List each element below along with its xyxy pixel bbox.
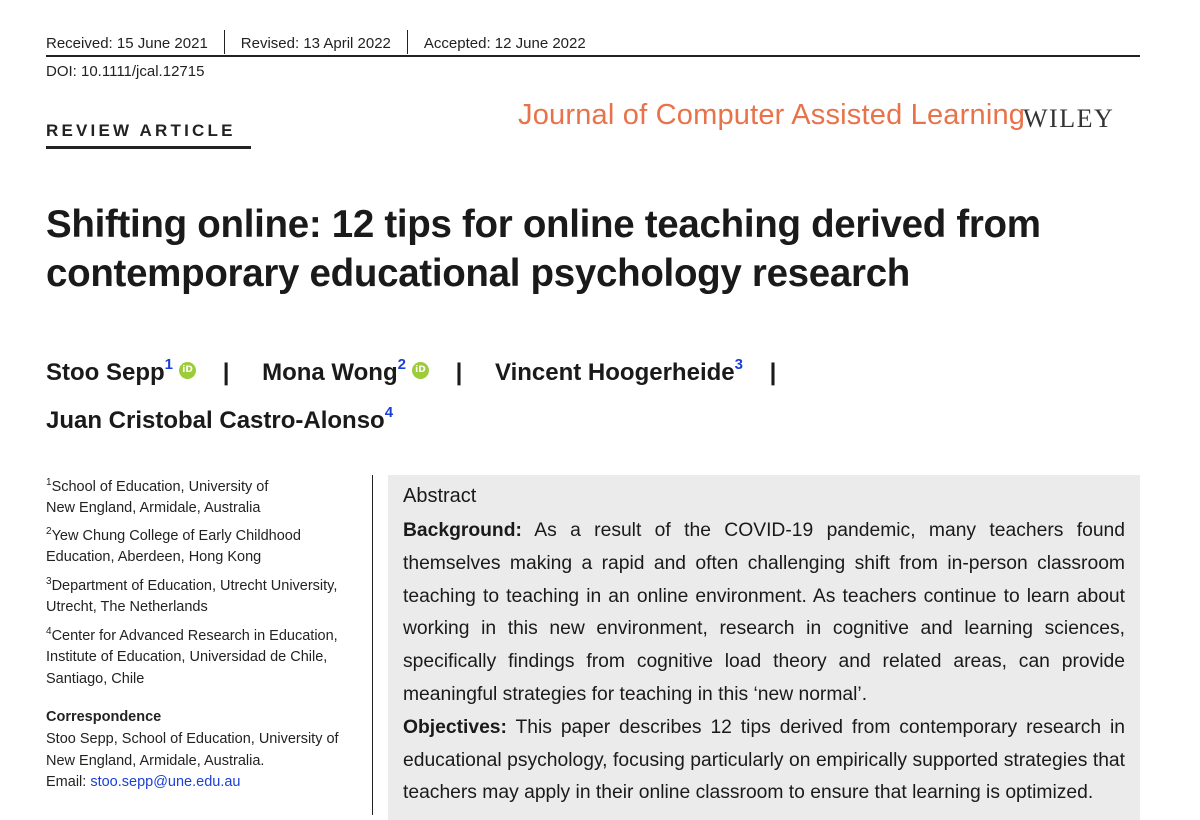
- correspondence: [46, 729, 366, 794]
- date-divider: [407, 30, 408, 54]
- affiliation-line: School of Education, University of: [51, 478, 269, 495]
- affiliation-number: 2: [46, 526, 52, 537]
- revised-date: Revised: 13 April 2022: [240, 34, 391, 52]
- author-row: [46, 346, 1146, 394]
- objectives-label: Objectives:: [403, 716, 507, 738]
- journal-name[interactable]: Journal of Computer Assisted Learning: [518, 99, 1026, 131]
- author-separator: |: [222, 359, 230, 386]
- title-line: Shifting online: 12 tips for online teaching derived from: [46, 203, 1041, 246]
- affiliation: [46, 472, 366, 520]
- orcid-icon[interactable]: iD: [412, 362, 429, 379]
- received-date: Received: 15 June 2021: [46, 34, 208, 52]
- affiliation-ref[interactable]: 1: [164, 356, 174, 373]
- affiliation-number: 1: [46, 477, 52, 488]
- article-type: REVIEW ARTICLE: [46, 121, 236, 140]
- column-divider: [372, 475, 373, 815]
- author-name[interactable]: Juan Cristobal Castro-Alonso: [46, 407, 385, 434]
- affiliation-line: New England, Armidale, Australia: [46, 500, 261, 517]
- email-label: Email:: [46, 774, 91, 790]
- background-text: As a result of the COVID-19 pandemic, many teachers found themselves making a rapid and often challenging shift from in-person classroom teaching to teaching in an online environment. As teachers continue to learn about working in this new environment, research in cognitive and learning sciences, specifically findings from cognitive load theory and related areas, can provide meaningful strategies for teaching in this ‘new normal’.: [403, 520, 1125, 705]
- title-line: contemporary educational psychology research: [46, 252, 911, 295]
- abstract-body: [403, 515, 1125, 810]
- affiliation-ref[interactable]: 3: [734, 356, 743, 373]
- doi[interactable]: DOI: 10.1111/jcal.12715: [46, 63, 205, 80]
- header-rule: [46, 55, 1140, 57]
- author-name[interactable]: Vincent Hoogerheide: [495, 359, 735, 386]
- affiliation-line: Center for Advanced Research in Education,: [51, 627, 338, 644]
- paper-title: [46, 200, 1146, 298]
- affiliation-ref[interactable]: 2: [397, 356, 406, 373]
- affiliation-ref[interactable]: 4: [384, 404, 394, 421]
- affiliation-line: Santiago, Chile: [46, 670, 145, 687]
- affiliation-line: Yew Chung College of Early Childhood: [51, 527, 301, 544]
- author-row: [46, 394, 1146, 442]
- correspondence-heading: Correspondence: [46, 709, 162, 725]
- affiliation-line: Institute of Education, Universidad de Chile,: [46, 649, 328, 666]
- abstract-heading: Abstract: [403, 485, 477, 507]
- accepted-date: Accepted: 12 June 2022: [423, 34, 586, 52]
- author-list: [46, 346, 1146, 442]
- author-name[interactable]: Stoo Sepp: [46, 359, 165, 386]
- affiliation-line: Education, Aberdeen, Hong Kong: [46, 549, 262, 566]
- abstract-objectives: [403, 712, 1125, 810]
- background-label: Background:: [403, 520, 522, 541]
- publisher-logo: WILEY: [1023, 104, 1115, 133]
- affiliation-line: Department of Education, Utrecht University,: [51, 577, 338, 594]
- affiliation-number: 3: [46, 576, 52, 587]
- author-name[interactable]: Mona Wong: [262, 359, 398, 386]
- affiliation: [46, 521, 366, 569]
- affiliation: [46, 571, 366, 619]
- abstract-box: [388, 475, 1140, 820]
- abstract-background: [403, 515, 1125, 712]
- author-separator: |: [455, 359, 463, 386]
- orcid-icon[interactable]: iD: [179, 362, 196, 379]
- article-type-underline: [46, 146, 251, 149]
- date-divider: [224, 30, 225, 54]
- correspondence-line: Stoo Sepp, School of Education, University of: [46, 731, 339, 747]
- author-separator: |: [769, 359, 777, 386]
- affiliation-line: Utrecht, The Netherlands: [46, 599, 208, 616]
- correspondence-line: New England, Armidale, Australia.: [46, 752, 265, 769]
- affiliation-number: 4: [46, 626, 52, 637]
- email-link[interactable]: stoo.sepp@une.edu.au: [90, 774, 241, 790]
- objectives-text: This paper describes 12 tips derived from contemporary research in educational psychology, focusing particularly on empirically supported strategies that teachers may apply in their online classroom to ensure that learning is optimized.: [403, 716, 1125, 804]
- affiliation: [46, 621, 366, 690]
- publication-dates: [46, 32, 586, 56]
